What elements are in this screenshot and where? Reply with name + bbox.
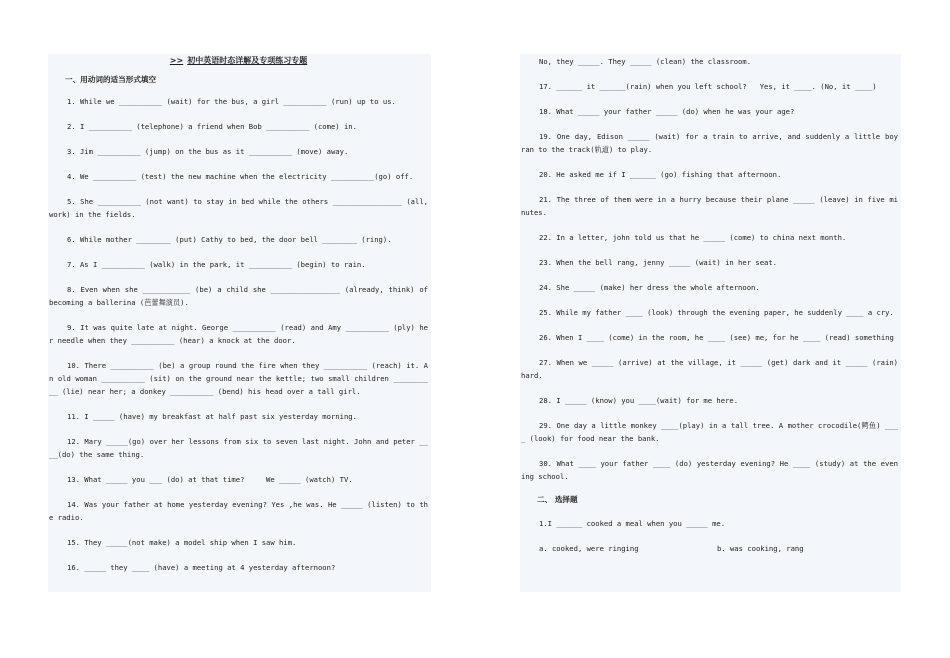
question-item: 18. What _____ your father _____ (do) when he was your age? [539,107,795,116]
mc-option-b: b. was cooking, rang [717,544,804,553]
left-question-list [49,95,433,574]
question-item: 20. He asked me if I ______ (go) fishing that afternoon. [539,170,782,179]
mc-question-1: 1.I ______ cooked a meal when you _____ me. [539,519,726,528]
mc-options-1 [521,542,898,555]
question-item: 2. I __________ (telephone) a friend when Bob __________ (come) in. [67,122,357,131]
question-item: 15. They _____(not make) a model ship when I saw him. [67,538,297,547]
question-item: 19. One day, Edison _____ (wait) for a train to arrive, and suddenly a little boy ran to the track(轨道) to play. [521,132,903,154]
question-item: 22. In a letter, john told us that he _____ (come) to china next month. [539,233,847,242]
question-item: 16. _____ they ____ (have) a meeting at 4 yesterday afternoon? [67,563,336,572]
question-item: 23. When the bell rang, jenny _____ (wait) in her seat. [539,258,777,267]
question-item: 10. There __________ (be) a group round the fire when they __________ (reach) it. An old woman __________ (sit) on the ground near the kettle; two small children __________ (lie) near her; a donkey __________ (bend) his head over a tall girl. [49,361,428,396]
question-item: 5. She __________ (not want) to stay in bed while the others ________________ (all, work) in the fields. [49,197,433,219]
document-title [49,56,428,66]
question-item: 26. When I ____ (come) in the room, he ____ (see) me, for he ____ (read) something [539,333,894,342]
right-page [520,54,901,592]
section-heading-multiple-choice: 二、 选择题 [537,495,578,504]
question-item: 14. Was your father at home yesterday evening? Yes ,he was. He _____ (listen) to the radio. [49,500,428,522]
question-item: 21. The three of them were in a hurry because their plane _____ (leave) in five minutes. [521,195,898,217]
question-item: 30. What ____ your father ____ (do) yesterday evening? He ____ (study) at the evening school. [521,459,898,481]
question-item: 1. While we __________ (wait) for the bus, a girl __________ (run) up to us. [67,97,396,106]
question-item: 4. We __________ (test) the new machine when the electricity __________(go) off. [67,172,414,181]
title-text: 初中英语时态详解及专项练习专题 [187,56,308,65]
question-item: 28. I _____ (know) you ____(wait) for me here. [539,396,739,405]
question-item: 12. Mary _____(go) over her lessons from six to seven last night. John and peter ____(do) the same thing. [49,437,428,459]
question-item: 17. ______ it ______(rain) when you left school? Yes, it ____. (No, it ____) [539,82,877,91]
title-arrows: >> [169,56,184,65]
question-item: 8. Even when she ___________ (be) a child she ________________ (already, think) of becoming a ballerina (芭蕾舞演员). [49,285,433,307]
question-item: 9. It was quite late at night. George __________ (read) and Amy __________ (ply) her needle when they __________ (hear) a knock at the door. [49,323,428,345]
question-item: 7. As I __________ (walk) in the park, it __________ (begin) to rain. [67,260,366,269]
question-item: 6. While mother ________ (put) Cathy to bed, the door bell ________ (ring). [67,235,392,244]
section-heading-fill-in: 一、用动词的适当形式填空 [65,75,157,84]
question-item: 25. While my father ____ (look) through the evening paper, he suddenly ____ a cry. [539,308,894,317]
question-item: 11. I _____ (have) my breakfast at half past six yesterday morning. [67,412,357,421]
mc-option-a: a. cooked, were ringing [539,544,639,553]
question-item: 27. When we _____ (arrive) at the village, it _____ (get) dark and it _____ (rain) hard. [521,358,903,380]
left-page [48,54,431,592]
right-question-list [521,68,903,483]
question-item: 29. One day a little monkey ____(play) in a tall tree. A mother crocodile(鳄鱼) ____ (look) for food near the bank. [521,421,898,443]
question-item: 13. What _____ you ___ (do) at that time? We _____ (watch) TV. [67,475,353,484]
question-item: 3. Jim __________ (jump) on the bus as it __________ (move) away. [67,147,349,156]
question-item: 24. She _____ (make) her dress the whole afternoon. [539,283,760,292]
question-continuation: No, they _____. They _____ (clean) the classroom. [539,57,752,66]
